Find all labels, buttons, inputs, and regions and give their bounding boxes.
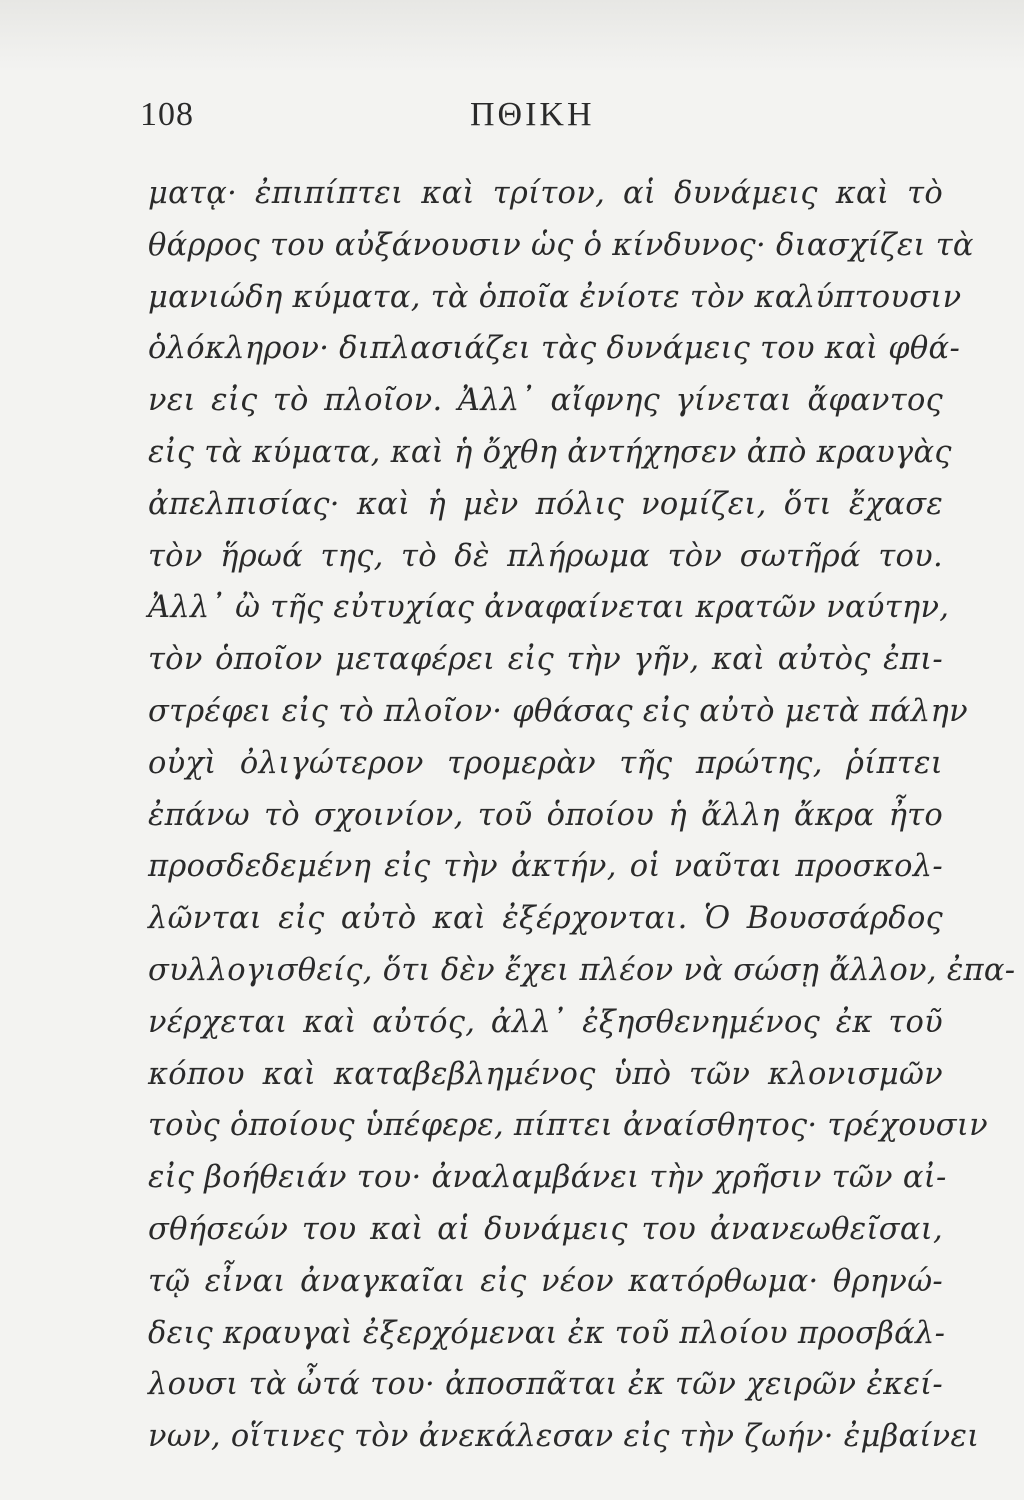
text-line: τῷ εἶναι ἀναγκαῖαι εἰς νέον κατόρθωμα· θρηνώ- <box>148 1263 943 1299</box>
text-line: τοὺς ὁποίους ὑπέφερε, πίπτει ἀναίσθητος· τρέχουσιν <box>148 1108 989 1144</box>
text-line: ματᾳ· ἐπιπίπτει καὶ τρίτον, αἱ δυνάμεις καὶ τὸ <box>148 176 943 211</box>
text-line: σθήσεών του καὶ αἱ δυνάμεις του ἀνανεωθεῖσαι, <box>148 1211 943 1247</box>
text-line: δεις κραυγαὶ ἐξερχόμεναι ἐκ τοῦ πλοίου προσβάλ- <box>148 1315 946 1351</box>
text-line: ὁλόκληρον· διπλασιάζει τὰς δυνάμεις του καὶ φθά- <box>148 331 961 367</box>
text-line: Ἀλλ᾽ ὢ τῆς εὐτυχίας ἀναφαίνεται κρατῶν ναύτην, <box>148 590 950 626</box>
text-line: ἀπελπισίας· καὶ ἡ μὲν πόλις νομίζει, ὅτι ἔχασε <box>148 486 943 522</box>
text-line: προσδεδεμένη εἰς τὴν ἀκτήν, οἱ ναῦται προσκολ- <box>148 849 943 885</box>
text-line: οὐχὶ ὀλιγώτερον τρομερὰν τῆς πρώτης, ῥίπτει <box>148 745 943 781</box>
text-line: νέρχεται καὶ αὐτός, ἀλλ᾽ ἐξησθενημένος ἐκ τοῦ <box>148 1004 943 1040</box>
body-text <box>148 168 1016 1463</box>
text-line: νων, οἵτινες τὸν ἀνεκάλεσαν εἰς τὴν ζωήν· ἐμβαίνει <box>148 1419 980 1455</box>
text-line: κόπου καὶ καταβεβλημένος ὑπὸ τῶν κλονισμῶν <box>148 1056 943 1092</box>
text-line: συλλογισθείς, ὅτι δὲν ἔχει πλέον νὰ σώσῃ ἄλλον, ἐπα- <box>148 952 1016 988</box>
page-number: 108 <box>140 96 194 133</box>
text-line: τὸν ὁποῖον μεταφέρει εἰς τὴν γῆν, καὶ αὐτὸς ἐπι- <box>148 642 943 678</box>
text-line: λουσι τὰ ὦτά του· ἀποσπᾶται ἐκ τῶν χειρῶν ἐκεί- <box>148 1367 943 1403</box>
text-line: εἰς βοήθειάν του· ἀναλαμβάνει τὴν χρῆσιν τῶν αἰ- <box>148 1160 947 1196</box>
text-line: μανιώδη κύματα, τὰ ὁποῖα ἐνίοτε τὸν καλύπτουσιν <box>148 279 962 315</box>
text-line: τὸν ἥρωά της, τὸ δὲ πλήρωμα τὸν σωτῆρά του. <box>148 538 943 574</box>
text-line: στρέφει εἰς τὸ πλοῖον· φθάσας εἰς αὐτὸ μετὰ πάλην <box>148 693 968 729</box>
running-head: ΠΘΙΚΗ <box>470 96 595 133</box>
page-top-edge <box>0 0 1024 70</box>
text-line: νει εἰς τὸ πλοῖον. Ἀλλ᾽ αἴφνης γίνεται ἄφαντος <box>148 383 943 419</box>
text-line: λῶνται εἰς αὐτὸ καὶ ἐξέρχονται. Ὁ Βουσσάρδος <box>148 901 943 937</box>
text-line: ἐπάνω τὸ σχοινίον, τοῦ ὁποίου ἡ ἄλλη ἄκρα ἦτο <box>148 797 943 833</box>
text-line: θάρρος του αὐξάνουσιν ὡς ὁ κίνδυνος· διασχίζει τὰ <box>148 227 974 263</box>
page-header <box>140 96 940 146</box>
text-line: εἰς τὰ κύματα, καὶ ἡ ὄχθη ἀντήχησεν ἀπὸ κραυγὰς <box>148 434 952 470</box>
